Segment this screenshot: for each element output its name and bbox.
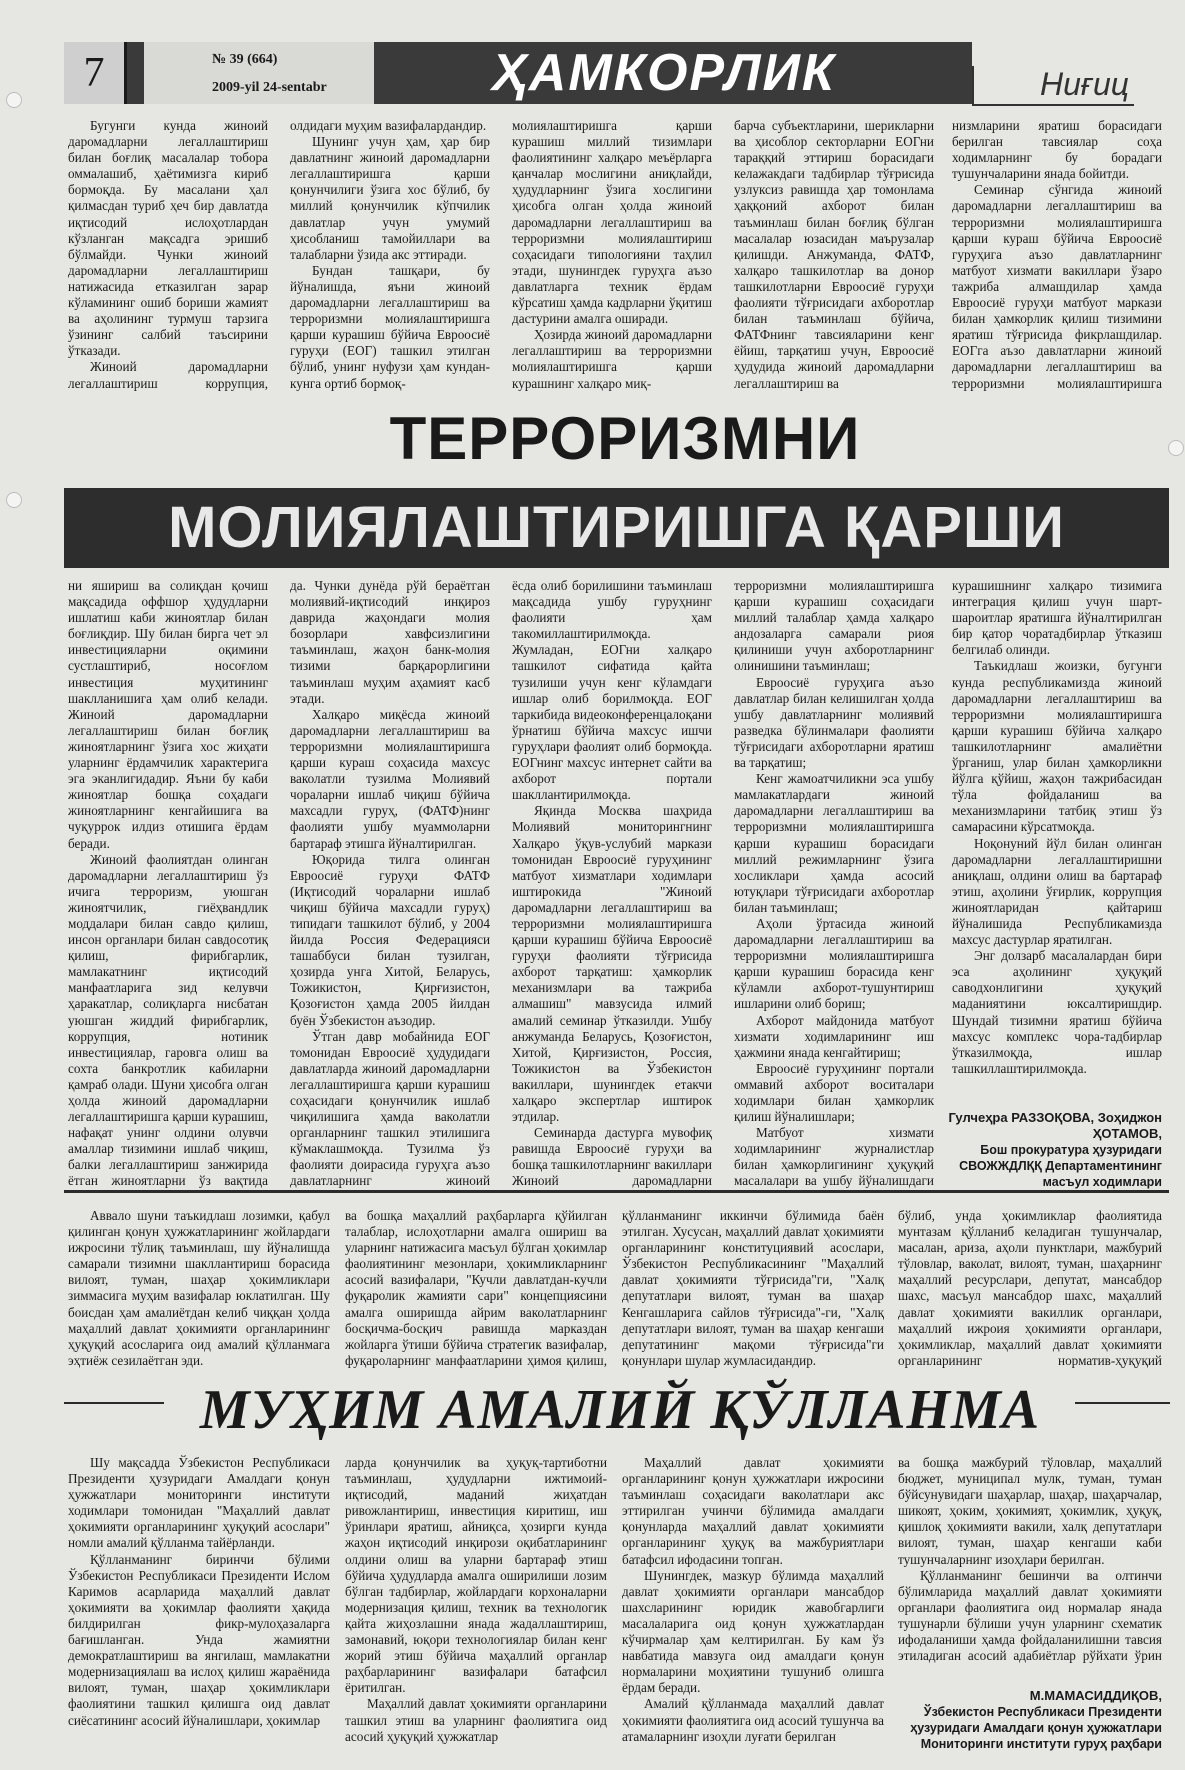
article2-headline: МУҲИМ АМАЛИЙ ҚЎЛЛАНМА [199, 1379, 1041, 1441]
article2-bottom-col-3 [622, 1455, 884, 1755]
paragraph: да. Чунки дунёда рўй бераётган молиявий-иқтисодий инқироз даврида жаҳондаги молия бозорлари хавфсизлигини таъминлаш, жаҳон банк-молия тизими барқарорлигини таъминлаш муҳим аҳамият касб этади. [290, 578, 490, 706]
article1-bottom-col-5 [952, 578, 1162, 1098]
paragraph: қўлланманинг иккинчи бўлимида баён этилган. Хусусан, маҳаллий давлат ҳокимияти органларининг конституциявий асослари, Ўзбекистон Республикасининг "Маҳаллий давлат ҳокимияти тўғрисида"ги, "Халқ депутатлари вилоят, туман ва шаҳар Кенгашларига сайлов тўғрисида"-ги, "Халқ депутатлари вилоят, туман ва шаҳар кенгаши депутатининг мақоми тўғрисида"ги қонунлари шулар жумласидандир. [622, 1208, 884, 1368]
paragraph: Евроосиё гуруҳига аъзо давлатлар билан келишилган ҳолда ушбу давлатларнинг молиявий разведка бўлинмалари фаолияти тўғрисидаги ахборотларни яратиш ва тарқатиш; [734, 674, 934, 771]
article1-top-col-5 [952, 118, 1162, 393]
article2-bottom-col-4 [898, 1455, 1162, 1665]
paragraph: Таъкидлаш жоизки, бугунги кунда республикамизда жиноий даромадларни легаллаштириш ва терроризмни молиялаштиришга қарши курашиш бўйича халқаро ташкилотларнинг амалиётни ўрганиш, улар билан ҳамкорликни йўлга қўйиш, жаҳон тажрибасидан тўла фойдаланиш ва механизмларини татбиқ этиш ўз самарасини кўрсатмоқда. [952, 658, 1162, 835]
paragraph: Семинарда дастурга мувофиқ равишда Евроосиё гуруҳи ва бошқа ташкилотларнинг вакиллари Жиноий даромадларни [512, 1125, 712, 1188]
article1-bottom-col-2 [290, 578, 490, 1188]
article-divider [64, 1190, 1169, 1193]
article1-headline-line2: МОЛИЯЛАШТИРИШГА ҚАРШИ [168, 495, 1065, 560]
paragraph: Энг долзарб масалалардан бири эса аҳолининг ҳуқуқий саводхонлигини ҳуқуқий маданиятини юксалтиришдир. Шундай тизимни яратиш бўйича махсус комплекс чора-тадбирлар ўтказилмоқда, ишлар ташкиллаштирилмоқда. [952, 948, 1162, 1076]
paragraph: Шунингдек, мазкур бўлимда маҳаллий давлат ҳокимияти органлари мансабдор шахсларининг юридик жавобгарлиги масалаларига оид қонун ҳужжатлардан кўчирмалар ҳам келтирилган. Бу кам ўз навбатида мавзуга оид амалдаги қонун нормаларини моҳиятини тушуниб олишга ёрдам беради. [622, 1567, 884, 1696]
paragraph: Юқорида тилга олинган Евроосиё гуруҳи ФАТФ (Иқтисодий чораларни ишлаб чиқиш бўйича махсадли гуруҳ) типидаги ташкилот бўлиб, у 2004 йилда Россия Федерацияси ташаббуси билан тузилган, ҳозирда унга Хитой, Беларусь, Тожикистон, Қирғизистон, Қозоғистон ҳамда 2005 йилдан буён Ўзбекистон аъзодир. [290, 851, 490, 1028]
headline-rule-left [64, 1402, 164, 1404]
paragraph: ларда қонунчилик ва ҳуқуқ-тартиботни таъминлаш, ҳудудларни ижтимоий-иқтисодий, маданий жиҳатдан ривожлантириш, инвестиция киритиш, иш ўринлари яратиш, айниқса, ҳозирги кунда жаҳон иқтисодий инқирози оқибатларининг олдини олиш ва уларни бартараф этиш бўйича ҳудудларда амалга оширилиши лозим бўлган тадбирлар, жойлардаги корхоналарни модернизация қилиш, техник ва технологик қайта жиҳозлашни янада жадаллаштириш, замонавий, юқори технологиялар билан кенг жорий этиш бўйича маҳаллий органлар раҳбарларининг вазифалари батафсил ёритилган. [345, 1455, 607, 1696]
paragraph: Жиноий фаолиятдан олинган даромадларни легаллаштириш ўз ичига терроризм, уюшган жиноятчилик, гиёҳвандлик моддалари билан савдо қилиш, инсон органлари билан савдосотиқ қилиш, фирибгарлик, мамлакатнинг иқтисодий манфаатларига зид келувчи ҳаракатлар, солиқларга нисбатан уюшган жиддий фирибгарлик, коррупция, нотиник инвестициялар, гаровга олиш ва сохта банкротлик кабиларни қамраб олади. Шуни ҳисобга олган ҳолда жиноий даромадларни легаллаштиришга қарши курашиш, нафақат унинг олдини олувчи амаллар тизимини ишлаб чиқиш, балки легаллаштириш занжирида ётган жиноятларни ўз вақтида [68, 851, 268, 1188]
article1-signature [940, 1110, 1162, 1190]
article1-bottom-col-3 [512, 578, 712, 1188]
paragraph: Ҳозирда жиноий даромадларни легаллаштириш ва терроризмни молиялаштиришга қарши курашнинг халқаро миқ- [512, 327, 712, 391]
paragraph: барча субъектларини, шерикларни ва ҳисоблор секторларни ЕОГни тараққий эттириш борасидаги келажакдаги тадбирлар тўғрисида узлуксиз равишда ҳар томонлама ҳаққоний ахборот билан таъминлаш билан боғлиқ бўлган масалалар юзасидан маърузалар қилишди. Анжуманда, ФАТФ, халқаро ташкилотлар ва донор ташкилотларни Евроосиё гуруҳи фаолияти тўғрисидаги ахборотлар билан таъминлаш бўйича, ФАТФнинг тавсияларини кенг ёйиш, тарқатиш учун, Евроосиё ҳудудида жиноий даромадларни легаллаштириш ва [734, 118, 934, 391]
paragraph: Бундан ташқари, бу йўналишда, яъни жиноий даромадларни легаллаштириш ва терроризмни молиялаштиришга қарши курашиш бўйича Евроосиё гуруҳи (ЕОГ) ташкил этилган бўлиб, унинг нуфузи ҳам кундан-кунга ортиб бормоқ- [290, 262, 490, 391]
punch-hole-icon [6, 92, 22, 108]
paragraph: Ноқонуний йўл билан олинган даромадларни легаллаштиришни аниқлаш, олдини олиш ва бартараф этиш, аҳолини ўғирлик, коррупция жиноятларидан қайтариш йўналишида Республикамизда махсус дастурлар яратилган. [952, 835, 1162, 948]
author-title-line3: масъул ходимлари [1042, 1175, 1162, 1189]
paragraph: Бугунги кунда жиноий даромадларни легаллаштириш билан боғлиқ масалалар тобора оммалашиб, ҳаётимизга кириб бормоқда. Бу масалани ҳал қилмасдан туриб ҳеч бир давлатда иқтисодий ислоҳотлардан кўзланган мақсадга эришиб бўлмайди. Чунки жиноий даромадларни легаллаштириш натижасида етказилган зарар кўламининг ошиб бориши жамият ва аҳолининг турмуш тарзига ўзининг салбий таъсирини ўтказади. [68, 118, 268, 359]
paragraph: Аҳоли ўртасида жиноий даромадларни легаллаштириш ва терроризмни молиялаштиришга қарши курашиш борасида кенг кўламли ахборот-тушунтириш ишларини олиб бориш; [734, 915, 934, 1012]
masthead [64, 42, 972, 104]
author-title-line2: СВОЖЖДЛҚҚ Департаментининг [959, 1159, 1162, 1173]
article1-top-col-4 [734, 118, 934, 393]
paragraph: Евроосиё гуруҳининг портали оммавий ахборот воситалари ходимлари билан ҳамкорлик қилиш йўналишлари; [734, 1060, 934, 1125]
paragraph: Халқаро миқёсда жиноий даромадларни легаллаштириш ва терроризмни молиялаштиришга қарши кураш соҳасида махсус ваколатли тузилма Молиявий чораларни ишлаб чиқиш бўйича махсадли гуруҳ, (ФАТФ)нинг фаолияти ушбу муаммоларни бартараф этишга йўналтирилган. [290, 706, 490, 851]
paragraph: курашишнинг халқаро тизимига интеграция қилиш учун шарт-шароитлар яратишга йўналтирилган бир қатор чоратадбирлар ўтказиш белгилаб олинди. [952, 578, 1162, 658]
author-title-line2: ҳузуридаги Амалдаги қонун ҳужжатлари [910, 1721, 1162, 1735]
article1-headline-bar [64, 488, 1169, 568]
section-label: Ниғиц [1040, 66, 1130, 102]
article2-signature [880, 1688, 1162, 1752]
issue-number: № 39 (664) [212, 52, 278, 67]
paragraph: Шу мақсадда Ўзбекистон Республикаси Президенти ҳузуридаги Амалдаги қонун ҳужжатлари мониторинги институти ходимлари томонидан "Маҳаллий давлат ҳокимияти органларининг ҳуқуқий асослари" номли амалий қўлланма тайёрланди. [68, 1455, 330, 1551]
paragraph: Матбуот хизмати ходимларининг журналистлар билан ҳамкорлигининг ҳуқуқий масалалари ва ушбу йўналишдаги [734, 1125, 934, 1188]
headline-rule-right [1075, 1402, 1170, 1404]
author-names: Гулчеҳра РАЗЗОҚОВА, Зоҳиджон ҲОТАМОВ, [948, 1110, 1162, 1141]
article1-top-col-2 [290, 118, 490, 393]
issue-date: 2009-yil 24-sentabr [212, 80, 327, 95]
paragraph: ёсда олиб борилишини таъминлаш мақсадида ушбу гуруҳнинг фаолияти ҳам такомиллаштирилмоқда. Жумладан, ЕОГни халқаро ташкилот сифатида қайта тузилиши учун кенг кўламдаги ишлар олиб борилмоқда. ЕОГ таркибида видеоконференцалоқани ўрнатиш бўйича махсус ишчи гуруҳлари фаолият олиб бормоқда. ЕОГнинг махсус интернет сайти ва ахборот портали шакллантирилмоқда. [512, 578, 712, 803]
paragraph: Ахборот майдонида матбуот хизмати ходимларининг иш ҳажмини янада кенгайтириш; [734, 1012, 934, 1060]
paragraph: Жиноий даромадларни легаллаштириш коррупция, [68, 359, 268, 391]
article1-top-col-1 [68, 118, 268, 393]
paragraph: ва бошқа мажбурий тўловлар, маҳаллий бюджет, муниципал мулк, туман, туман бўйсунувидаги шаҳарлар, шаҳар, шаҳарчалар, шикоят, ҳоким, ҳокимият, ҳокимлик, ҳуқуқ, қишлоқ ҳокимияти вакили, халқ депутатлари вилоят, туман, шаҳар кенгаши каби тушунчаларнинг изоҳлари берилган. [898, 1455, 1162, 1567]
article1-headline-line1: ТЕРРОРИЗМНИ [389, 405, 861, 472]
article2-top-col-2 [345, 1208, 607, 1368]
author-name: М.МАМАСИДДИҚОВ, [1029, 1688, 1162, 1703]
article2-top-col-1 [68, 1208, 330, 1368]
paragraph: Кенг жамоатчиликни эса ушбу мамлакатлардаги жиноий даромадларни легаллаштириш ва терроризмни молиялаштиришга қарши курашиш борасидаги миллий режимларнинг ўзига хосликлари ҳамда асосий ютуқлари тўғрисидаги ахборотлар билан таъминлаш; [734, 771, 934, 915]
paragraph: Аввало шуни таъкидлаш лозимки, қабул қилинган қонун ҳужжатларининг жойлардаги ижросини тўлиқ таъминлаш, шу йўналишда самарали тизимни шакллантириш борасида вилоят, туман, шаҳар ҳокимликлари зиммасига муҳим вазифалар юклатилган. Шу боисдан ҳам амалиётдан келиб чиққан ҳолда маҳаллий давлат ҳокимияти органларининг ҳуқуқий асосларига оид амалий қўлланмага эҳтиёж сезилаётган эди. [68, 1208, 330, 1368]
paragraph: Шунинг учун ҳам, ҳар бир давлатнинг жиноий даромадларни легаллаштиришга қарши қонунчилиги ўзига хос бўлиб, бу миллий қонунчилик кўпчилик давлатлар учун умумий ҳисобланиш тамойиллари ва талабларни ўзида акс эттиради. [290, 134, 490, 262]
paragraph: ва бошқа маҳаллий раҳбарларга қўйилган талаблар, ислоҳотларни амалга ошириш ва уларнинг натижасига масъул бўлган ҳокимлар фаолиятининг мезонлари, ҳокимликларнинг асосий вазифалари, "Кучли давлатдан-кучли фуқаролик жамияти сари" концепциясини амалга оширишда айрим ваколатларнинг босқичма-босқич равишда марказдан жойларга ўтиши бўйича стратегик вазифалар, фуқароларнинг манфаатларини ҳимоя қилиш, [345, 1208, 607, 1368]
issue-info [144, 42, 374, 104]
paragraph: олдидаги муҳим вазифалардандир. [290, 118, 487, 133]
article2-top-col-3 [622, 1208, 884, 1368]
paragraph: Яқинда Москва шаҳрида Молиявий мониторингнинг Халқаро ўқув-услубий маркази томонидан Евроосиё гуруҳининг матбуот хизматлари ходимлари иштирокида "Жиноий даромадларни легаллаштириш ва терроризмни молиялаштиришга қарши курашиш бўйича Евроосиё гуруҳи фаолияти тўғрисида ахборот тарқатиш: ҳамкорлик механизмлари ва тажриба алмашиш" мавзусида илмий амалий семинар ўтказилди. Ушбу анжуманда Беларусь, Қозоғистон, Хитой, Қирғизистон, Россия, Тожикистон ва Ўзбекистон вакиллари, шунингдек етакчи халқаро экспертлар иштирок этдилар. [512, 803, 712, 1125]
author-title-line1: Бош прокуратура ҳузуридаги [980, 1143, 1162, 1157]
paragraph: Амалий қўлланмада маҳаллий давлат ҳокимияти фаолиятига оид асосий тушунча ва атамаларнинг изоҳли луғати берилган [622, 1696, 884, 1744]
article2-bottom-col-2 [345, 1455, 607, 1755]
article1-bottom-col-1 [68, 578, 268, 1188]
punch-hole-icon [6, 492, 22, 508]
article1-top-col-3 [512, 118, 712, 393]
paragraph: терроризмни молиялаштиришга қарши курашиш соҳасидаги миллий талаблар ҳамда халқаро андозаларга самарали риоя қилиниши учун ахборотларнинг олинишини таъминлаш; [734, 578, 934, 674]
paragraph: Қўлланманинг биринчи бўлими Ўзбекистон Республикаси Президенти Ислом Каримов асарларида маҳаллий давлат ҳокимияти ва ҳокимлар фаолияти ҳақида билдирилган фикр-мулоҳазаларга бағишланган. Унда жамиятни демократлаштириш ва янгилаш, мамлакатни модернизациялаш ва ислоҳ қилиш жараёнида вилоят, туман, шаҳар ҳокимликлари фаолиятини ташкил қилишга оид давлат сиёсатининг асосий йўналишлари, ҳокимлар [68, 1551, 330, 1728]
page-number: 7 [64, 42, 127, 104]
paragraph: молиялаштиришга қарши курашиш миллий тизимлари фаолиятининг халқаро меъёрларга қанчалар мослигини аниқлайди, ҳудудларнинг ўзига хослигини ҳисобга олган ҳолда жиноий даромадларни легаллаштириш ва терроризмни молиялаштириш соҳасидаги типологияни таҳлил этади, шунингдек гуруҳга аъзо давлатларга техник ёрдам кўрсатиш ҳамда кадрларни ўқитиш дастурини амалга оширади. [512, 118, 712, 327]
article1-bottom-col-4 [734, 578, 934, 1188]
paragraph: Семинар сўнгида жиноий даромадларни легаллаштириш ва терроризмни молиялаштиришга қарши кураш бўйича Евроосиё гуруҳига аъзо давлатларнинг матбуот хизмати вакиллари ўзаро тажриба алмашдилар ҳамда Евроосиё гуруҳи матбуот маркази билан ҳамкорлик қилиш тизимини яратиш тўғрисида фикрлашдилар. ЕОГга аъзо давлатларни жиноий даромадларни легаллаштириш ва терроризмни молиялаштиришга [952, 182, 1162, 391]
author-title-line1: Ўзбекистон Республикаси Президенти [923, 1705, 1162, 1719]
paragraph: Маҳаллий давлат ҳокимияти органларининг қонун ҳужжатлари ижросини таъминлаш соҳасидаги ваколатлари акс эттирилган учинчи бўлимида амалдаги қонунларда маҳаллий давлат ҳокимияти органларининг ҳуқуқ ва мажбуриятлари батафсил ифодасини топган. [622, 1455, 884, 1567]
author-title-line3: Мониторинги институти гуруҳ раҳбари [920, 1737, 1162, 1751]
article2-top-col-4 [898, 1208, 1162, 1368]
paragraph: бўлиб, унда ҳокимликлар фаолиятида мунтазам қўлланиб келадиган тушунчалар, масалан, ариза, аҳоли пунктлари, мажбурий тўловлар, ваколат, вилоят, туман, шаҳарнинг маҳаллий ресурслари, депутат, мансабдор шахс, масъул мансабдор шахс, маҳаллий давлат ҳокимияти вакиллик органлари, маҳаллий ижроия ҳокимияти органлари, ҳокимликлар, маҳаллий давлат ҳокимияти органларининг норматив-ҳуқуқий [898, 1208, 1162, 1368]
paragraph: Маҳаллий давлат ҳокимияти органларини ташкил этиш ва уларнинг фаолиятига оид асосий ҳуқуқий ҳужжатлар [345, 1696, 607, 1744]
article2-bottom-col-1 [68, 1455, 330, 1755]
newspaper-title: ҲАМКОРЛИК [492, 44, 836, 102]
punch-hole-icon [1168, 440, 1184, 456]
paragraph: Қўлланманинг бешинчи ва олтинчи бўлимларида маҳаллий давлат ҳокимияти органлари фаолиятига оид нормалар янада тушунарли бўлиши учун уларнинг схематик ифодаланиши ҳамда фойдаланилишни тавсия этиладиган асосий адабиётлар рўйхати ўрин [898, 1567, 1162, 1664]
paragraph: Ўтган давр мобайнида ЕОГ томонидан Евроосиё ҳудудидаги давлатларда жиноий даромадларни легаллаштиришга қарши курашиш соҳасидаги қонунчилик ишлаб чиқилишига ҳамда ваколатли органларнинг ташкил этилишига кўмаклашмоқда. Тузилма ўз фаолияти доирасида гуруҳга аъзо давлатларнинг жиноий [290, 1028, 490, 1188]
paragraph: ни яшириш ва солиқдан қочиш мақсадида оффшор ҳудудларни ишлатиш каби жиноятлар билан боғлиқдир. Шу билан бирга чет эл инвестицияларни оқимини сустлаштириб, носоғлом инвестиция муҳитининг шаклланишига ҳам олиб келади. Жиноий даромадларни легаллаштириш билан боғлиқ жиноятларнинг ўзига хос жиҳати уларнинг ёрдамчилик характерига эга эканлигидадир. Яъни бу каби жиноятлар бошқа соҳадаги жиноятларнинг кенгайишига ва чуқуррок илдиз отишига ёрдам беради. [68, 578, 268, 851]
paragraph: низмларини яратиш борасидаги берилган тавсиялар соҳа ходимларнинг бу борадаги тушунчаларини янада бойитди. [952, 118, 1162, 182]
